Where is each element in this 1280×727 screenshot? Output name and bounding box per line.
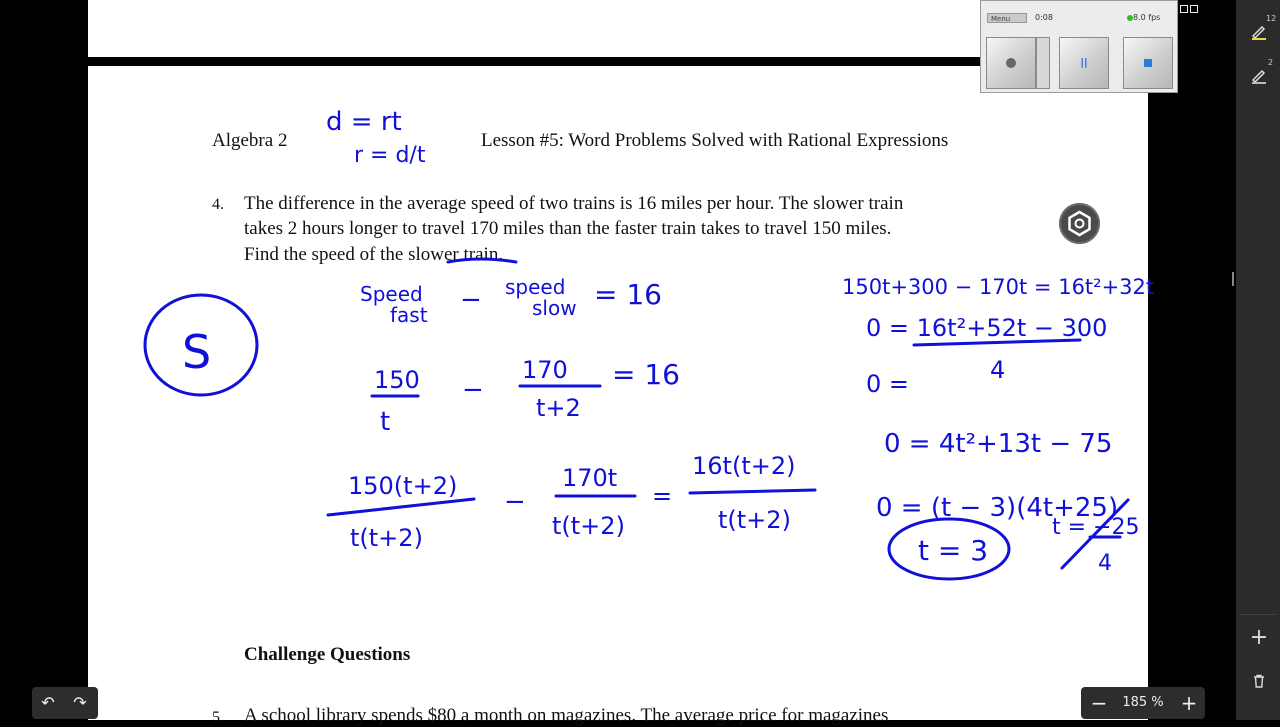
undo-button[interactable]: ↶ bbox=[41, 693, 55, 712]
frac-bar-eq3-3 bbox=[690, 490, 815, 493]
recorder-menu[interactable]: Menu bbox=[987, 13, 1027, 23]
recorder-time: 0:08 bbox=[1035, 13, 1053, 22]
hw-150: 150 bbox=[374, 366, 420, 394]
record-icon bbox=[1006, 58, 1016, 68]
hw-fast: fast bbox=[390, 303, 428, 327]
undo-redo-group bbox=[32, 687, 98, 719]
problem-5-number: 5. bbox=[212, 709, 224, 726]
hw-formula-r-d-t: r = d/t bbox=[354, 143, 426, 168]
underline-slower-train bbox=[448, 259, 516, 262]
challenge-heading: Challenge Questions bbox=[244, 644, 411, 665]
problem-4-line-1: The difference in the average speed of two trains is 16 miles per hour. The slower train bbox=[244, 193, 904, 214]
hexagon-icon bbox=[1059, 203, 1100, 244]
hw-eq1-result: = 16 bbox=[594, 278, 662, 311]
stop-icon bbox=[1144, 59, 1152, 67]
hw-circled-s: S bbox=[182, 325, 212, 379]
problem-4-number: 4. bbox=[212, 196, 224, 213]
hw-eq3-den3: t(t+2) bbox=[718, 506, 791, 534]
hw-eq3-num3: 16t(t+2) bbox=[692, 452, 796, 480]
pause-icon: || bbox=[1080, 57, 1088, 69]
hw-eq3-den2: t(t+2) bbox=[552, 512, 625, 540]
header-course-title: Algebra 2 bbox=[212, 130, 288, 151]
record-button[interactable] bbox=[986, 37, 1036, 89]
hw-minus-2: − bbox=[462, 375, 484, 405]
window-icon[interactable] bbox=[1180, 5, 1188, 13]
hw-answer: t = 3 bbox=[918, 534, 989, 567]
scrollbar-thumb[interactable] bbox=[1232, 272, 1234, 286]
screen-recorder-panel bbox=[980, 0, 1178, 93]
hw-r4: 0 = 4t²+13t − 75 bbox=[884, 429, 1113, 459]
hw-r5: 0 = (t − 3)(4t+25) bbox=[876, 493, 1119, 523]
floating-tool-button[interactable] bbox=[1059, 203, 1100, 244]
hw-t: t bbox=[380, 407, 391, 437]
trash-icon bbox=[1251, 673, 1267, 689]
hw-t-plus-2: t+2 bbox=[536, 394, 581, 422]
hw-eq3-num1: 150(t+2) bbox=[348, 472, 458, 500]
right-toolbar bbox=[1236, 0, 1280, 720]
record-options-button[interactable] bbox=[1036, 37, 1050, 89]
recorder-fps: 8.0 fps bbox=[1133, 13, 1161, 22]
hw-eq3-equals: = bbox=[652, 482, 673, 510]
hw-rejected-num: t = −25 bbox=[1052, 515, 1140, 540]
hw-eq3-num2: 170t bbox=[562, 464, 618, 492]
hw-minus-3: − bbox=[504, 487, 526, 517]
add-page-button[interactable] bbox=[1248, 626, 1270, 648]
hw-speed-top: Speed bbox=[360, 282, 423, 306]
pen-1-size: 12 bbox=[1266, 14, 1277, 23]
pen-tool-2[interactable] bbox=[1248, 64, 1270, 86]
pause-button[interactable] bbox=[1059, 37, 1109, 89]
problem-4-line-2: takes 2 hours longer to travel 170 miles than the faster train takes to travel 150 miles. bbox=[244, 218, 892, 239]
zoom-level: 185 % bbox=[1122, 695, 1164, 710]
delete-button[interactable] bbox=[1248, 670, 1270, 692]
pen-icon bbox=[1250, 22, 1268, 40]
hw-slow: slow bbox=[532, 296, 577, 320]
hw-r2-den: 4 bbox=[990, 356, 1006, 384]
header-lesson-title: Lesson #5: Word Problems Solved with Rational Expressions bbox=[481, 130, 949, 151]
window-controls[interactable] bbox=[1180, 0, 1204, 12]
plus-icon: + bbox=[1249, 624, 1269, 650]
stop-button[interactable] bbox=[1123, 37, 1173, 89]
hw-eq3-den1: t(t+2) bbox=[350, 524, 423, 552]
hw-rejected-den: 4 bbox=[1098, 551, 1112, 576]
problem-4-line-3: Find the speed of the slower train. bbox=[244, 244, 504, 265]
hw-speed-2: speed bbox=[505, 275, 566, 299]
zoom-in-button[interactable]: + bbox=[1180, 691, 1198, 715]
problem-5-line-1: A school library spends $80 a month on magazines. The average price for magazines bbox=[244, 705, 889, 726]
redo-button[interactable]: ↷ bbox=[73, 693, 87, 712]
pen-icon bbox=[1250, 66, 1268, 84]
hw-r3: 0 = bbox=[866, 370, 910, 398]
window-icon-2[interactable] bbox=[1190, 5, 1198, 13]
zoom-control bbox=[1081, 687, 1205, 719]
hw-formula-d-rt: d = rt bbox=[326, 107, 402, 137]
hw-eq2-result: = 16 bbox=[612, 358, 680, 391]
frac-bar-eq3-1 bbox=[328, 499, 474, 515]
zoom-out-button[interactable]: − bbox=[1090, 691, 1108, 715]
hw-r1: 150t+300 − 170t = 16t²+32t bbox=[842, 275, 1155, 299]
hw-minus-1: − bbox=[460, 285, 482, 315]
hw-170: 170 bbox=[522, 356, 568, 384]
hw-r2-num: 0 = 16t²+52t − 300 bbox=[866, 314, 1108, 342]
pen-2-size: 2 bbox=[1268, 58, 1274, 67]
pen-tool-1[interactable] bbox=[1248, 20, 1270, 42]
toolbar-divider bbox=[1240, 614, 1276, 615]
